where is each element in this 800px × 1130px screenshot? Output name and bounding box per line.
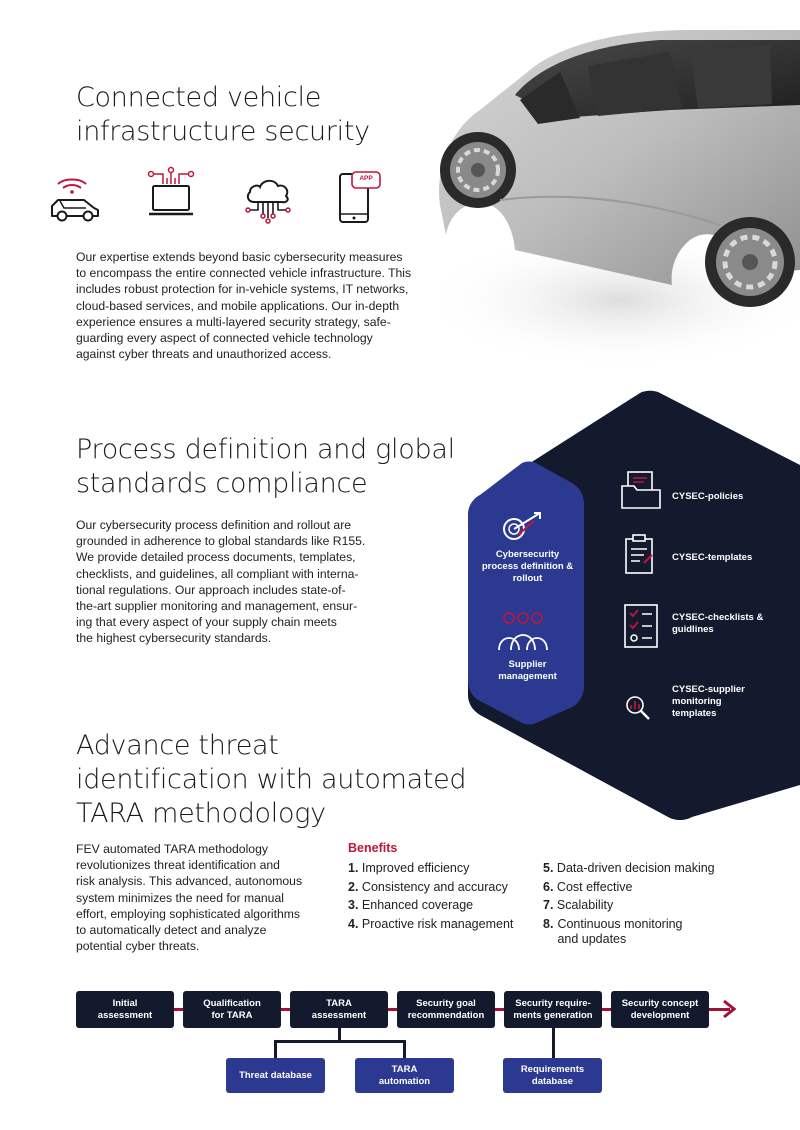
mobile-app-icon [332, 168, 388, 224]
connector [552, 1028, 555, 1058]
flow-step-security-concept: Security concept development [611, 991, 709, 1028]
flow-step-security-goal: Security goal recommendation [397, 991, 495, 1028]
benefit-item: 5. Data-driven decision making [543, 861, 715, 875]
hex-item-checklists: CYSEC-checklists & guidlines [672, 612, 764, 635]
flow-step-qualification: Qualification for TARA [183, 991, 281, 1028]
hex-item-supplier-management: Supplier management [498, 659, 557, 682]
templates-clipboard-icon [622, 533, 660, 575]
benefit-item: 3. Enhanced coverage [348, 898, 474, 912]
flow-step-security-requirements: Security require- ments generation [504, 991, 602, 1028]
laptop-network-icon [143, 166, 199, 222]
sub-step-tara-automation: TARA automation [355, 1058, 454, 1093]
hex-item-supplier-monitoring: CYSEC-supplier monitoring templates [672, 684, 745, 719]
arrow-right-icon [722, 999, 736, 1019]
cloud-network-icon [240, 172, 296, 228]
section1-body: Our expertise extends beyond basic cybersecurity measures to encompass the entire connected vehicle infrastructure. This includes robust protection for in-vehicle systems, IT networks, cloud-based services, and mobile applications. Our in-depth experience ensures a multi-layered security strategy, safe- guarding every aspect of connected vehicle technology against cyber threats and unauthorized access. [76, 250, 412, 362]
monitoring-magnifier-icon [623, 693, 653, 721]
benefit-item: 2. Consistency and accuracy [348, 880, 508, 894]
app-badge-label: APP [359, 175, 373, 182]
section-title-tara: Advance threat identification with automated TARA methodology [76, 730, 467, 829]
policies-folder-icon [620, 470, 662, 510]
connected-car-icon [46, 170, 102, 226]
sub-step-requirements-database: Requirements database [503, 1058, 602, 1093]
benefit-item: 4. Proactive risk management [348, 917, 514, 931]
flow-step-tara-assessment: TARA assessment [290, 991, 388, 1028]
supplier-management-icon [497, 610, 549, 652]
benefit-item: 7. Scalability [543, 898, 614, 912]
connector [274, 1040, 277, 1058]
car-image [420, 0, 800, 380]
checklist-icon [621, 603, 661, 649]
benefit-item: 6. Cost effective [543, 880, 633, 894]
process-rollout-icon [498, 507, 548, 547]
section3-body: FEV automated TARA methodology revolutionizes threat identification and risk analysis. This advanced, autonomous system minimizes the need for manual effort, employing sophisticated algorithms to automatically detect and analyze potential cyber threats. [76, 842, 303, 954]
section2-body: Our cybersecurity process definition and rollout are grounded in adherence to global standards like R155. We provide detailed process documents, templates, checklists, and guidelines, all compliant with interna- tional regulations. Our approach includes state-of- the-art supplier monitoring and management, ensur- ing that every aspect of your supply chain meets the highest cybersecurity standards. [76, 518, 366, 646]
flow-step-initial-assessment: Initial assessment [76, 991, 174, 1028]
sub-step-threat-database: Threat database [226, 1058, 325, 1093]
connector [403, 1040, 406, 1058]
benefit-item: 8. Continuous monitoring and updates [543, 917, 683, 946]
section-title-process-definition: Process definition and global standards compliance [76, 434, 455, 499]
hex-item-policies: CYSEC-policies [672, 491, 744, 502]
benefits-title: Benefits [348, 841, 398, 855]
connector [274, 1040, 406, 1043]
hex-item-templates: CYSEC-templates [672, 552, 753, 563]
section-title-connected-vehicle: Connected vehicle infrastructure security [76, 82, 370, 147]
hex-item-process-definition: Cybersecurity process definition & rollout [481, 549, 574, 584]
benefit-item: 1. Improved efficiency [348, 861, 470, 875]
